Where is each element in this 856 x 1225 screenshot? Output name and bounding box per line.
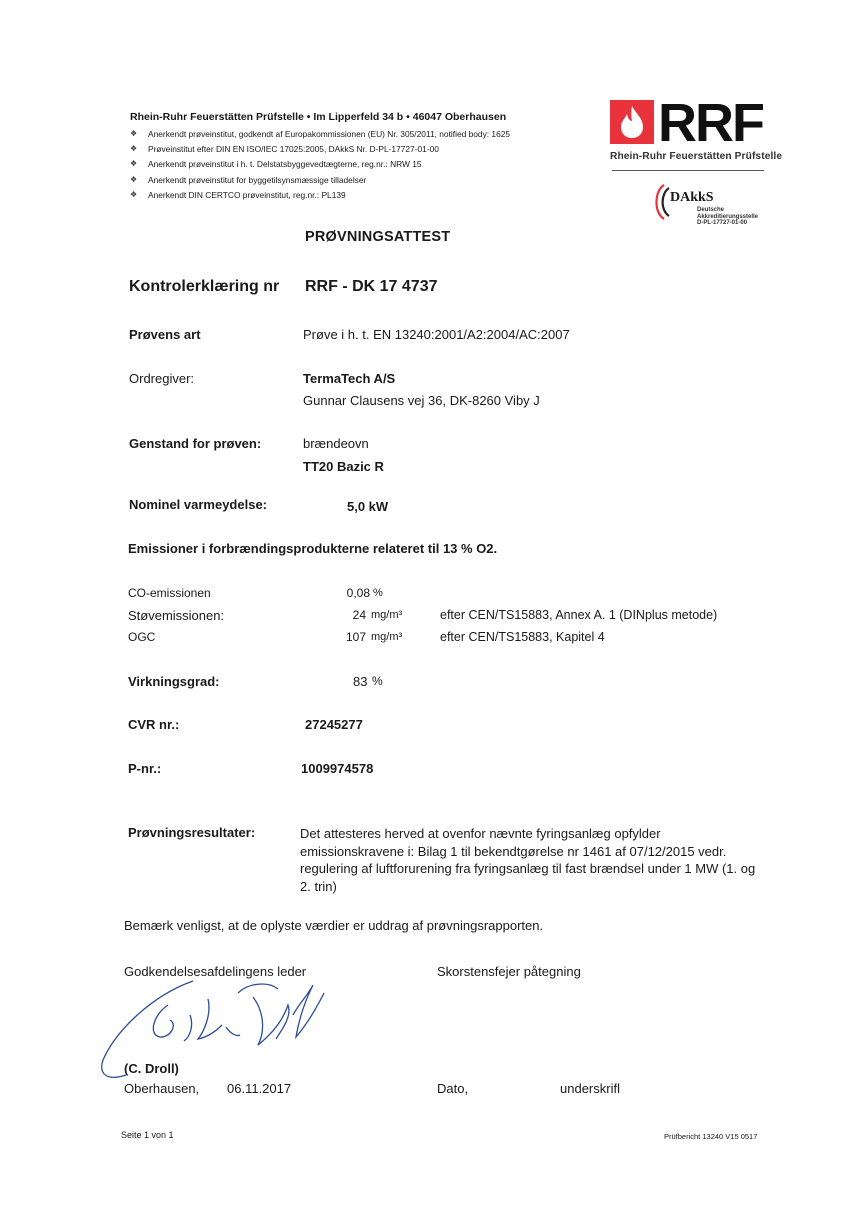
ogc-label: OGC: [128, 630, 156, 644]
object-model: TT20 Bazic R: [303, 459, 384, 474]
ogc-unit: mg/m³: [371, 631, 403, 643]
efficiency-label: Virkningsgrad:: [128, 674, 220, 689]
accreditation-item: ❖ Anerkendt DIN CERTCO prøveinstitut, reg.nr.: PL139: [130, 190, 346, 201]
dust-emission-label: Støvemissionen:: [128, 608, 225, 623]
efficiency-value: 83: [353, 674, 368, 689]
cvr-label: CVR nr.:: [128, 717, 180, 732]
client-address: Gunnar Clausens vej 36, DK-8260 Viby J: [303, 393, 540, 408]
dust-emission-unit: mg/m³: [371, 609, 403, 621]
accreditation-list: [130, 126, 510, 203]
dakks-name: DAkkS: [670, 190, 714, 205]
document-title: PRØVNINGSATTEST: [305, 229, 451, 245]
dust-emission-value: 24: [352, 608, 366, 622]
diamond-bullet-icon: ❖: [130, 190, 138, 200]
accreditation-item: ❖ Anerkendt prøveinstitut i h. t. Delstatsbyggevedtægterne, reg.nr.: NRW 15: [130, 159, 422, 170]
signing-place: Oberhausen,: [124, 1081, 200, 1096]
test-type-value: Prøve i h. t. EN 13240:2001/A2:2004/AC:2007: [303, 327, 570, 342]
emissions-heading: Emissioner i forbrændingsprodukterne relateret til 13 % O2.: [128, 541, 498, 556]
diamond-bullet-icon: ❖: [130, 144, 138, 154]
logo-subtitle: Rhein-Ruhr Feuerstätten Prüfstelle: [610, 151, 783, 162]
approver-label: Godkendelsesafdelingens leder: [124, 964, 307, 979]
co-emission-label: CO-emissionen: [128, 586, 211, 600]
accreditation-item: ❖ Prøveinstitut efter DIN EN ISO/IEC 17025:2005, DAkkS Nr. D-PL-17727-01-00: [130, 144, 439, 155]
declaration-label: Kontrolerklæring nr: [129, 278, 280, 295]
object-type: brændeovn: [303, 436, 369, 451]
test-type-label: Prøvens art: [129, 327, 201, 342]
report-reference: Prüfbericht 13240 V15 0517: [664, 1132, 758, 1141]
accreditation-item: ❖ Anerkendt prøveinstitut for byggetilsynsmæssige tilladelser: [130, 174, 367, 185]
accreditation-item: ❖ Anerkendt prøveinstitut, godkendt af Europakommissionen (EU) Nr. 305/2011, notified body: 1625: [130, 128, 511, 139]
cvr-value: 27245277: [305, 717, 363, 732]
chimney-sweep-label: Skorstensfejer påtegning: [437, 964, 581, 979]
dust-emission-method: efter CEN/TS15883, Annex A. 1 (DINplus metode): [440, 608, 718, 622]
ogc-method: efter CEN/TS15883, Kapitel 4: [440, 630, 605, 644]
flame-logo-icon: [610, 100, 654, 144]
ogc-value: 107: [345, 630, 366, 644]
efficiency-unit: %: [372, 674, 383, 688]
logo-divider: [612, 170, 764, 171]
signing-date: 06.11.2017: [227, 1081, 292, 1096]
client-label: Ordregiver:: [129, 371, 195, 386]
co-emission-value: 0,08: [346, 586, 370, 600]
date-label: Dato,: [437, 1081, 469, 1096]
co-emission-unit: %: [373, 587, 383, 599]
nominal-output-label: Nominel varmeydelse:: [129, 497, 268, 512]
disclaimer-note: Bemærk venligst, at de oplyste værdier er uddrag af prøvningsrapporten.: [124, 918, 544, 933]
diamond-bullet-icon: ❖: [130, 128, 138, 138]
declaration-number: RRF - DK 17 4737: [305, 278, 438, 295]
diamond-bullet-icon: ❖: [130, 159, 138, 169]
signer-name: (C. Droll): [124, 1061, 179, 1076]
dakks-mark: [650, 182, 770, 234]
nominal-output-value: 5,0 kW: [347, 499, 389, 514]
diamond-bullet-icon: ❖: [130, 174, 138, 184]
results-label: Prøvningsresultater:: [128, 825, 256, 840]
pnr-value: 1009974578: [301, 761, 374, 776]
logo-wordmark: RRF: [658, 93, 763, 153]
institute-address: Rhein-Ruhr Feuerstätten Prüfstelle • Im Lipperfeld 34 b • 46047 Oberhausen: [130, 111, 507, 123]
pnr-label: P-nr.:: [128, 761, 162, 776]
rrf-logo: [610, 93, 783, 170]
dakks-description: Deutsche Akkreditierungsstelle D-PL-17727-01-00: [697, 207, 759, 226]
results-text: Det attesteres herved at ovenfor nævnte fyringsanlæg opfylder emissionskravene i: Bilag 1 til bekendtgørelse nr 1461 af 07/12/2015 vedr. regulering af luftforurening fra fyringsanlæg til fast brændsel under 1 MW (1. og 2. trin): [300, 826, 756, 894]
signature-label: underskrifl: [560, 1081, 620, 1096]
dakks-arc-icon: [650, 182, 672, 222]
object-label: Genstand for prøven:: [129, 436, 262, 451]
client-name: TermaTech A/S: [303, 371, 396, 386]
page-number: Seite 1 von 1: [121, 1130, 174, 1140]
